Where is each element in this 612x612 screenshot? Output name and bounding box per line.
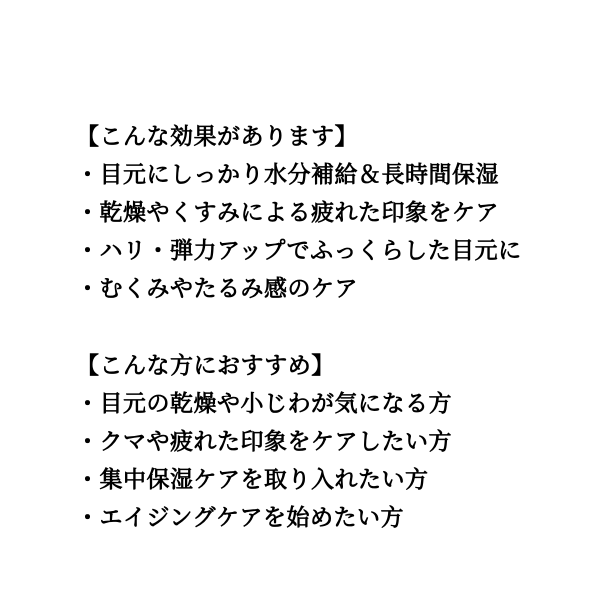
effects-bullet-item: ・乾燥やくすみによる疲れた印象をケア: [76, 200, 499, 226]
text-content: [76, 118, 582, 537]
recommended-section-heading: 【こんな方におすすめ】: [76, 353, 335, 379]
recommended-bullet-item: ・集中保湿ケアを取り入れたい方: [76, 467, 429, 493]
recommended-bullet-item: ・目元の乾燥や小じわが気になる方: [76, 391, 452, 417]
recommended-bullet-item: ・エイジングケアを始めたい方: [76, 505, 404, 531]
effects-bullet-item: ・むくみやたるみ感のケア: [76, 276, 358, 302]
effects-bullet-item: ・ハリ・弾力アップでふっくらした目元に: [76, 238, 522, 264]
effects-section: [76, 118, 582, 308]
effects-bullet-item: ・目元にしっかり水分補給＆長時間保湿: [76, 162, 499, 188]
recommended-bullet-item: ・クマや疲れた印象をケアしたい方: [76, 429, 452, 455]
recommended-section: [76, 347, 582, 537]
effects-section-heading: 【こんな効果があります】: [76, 124, 358, 150]
